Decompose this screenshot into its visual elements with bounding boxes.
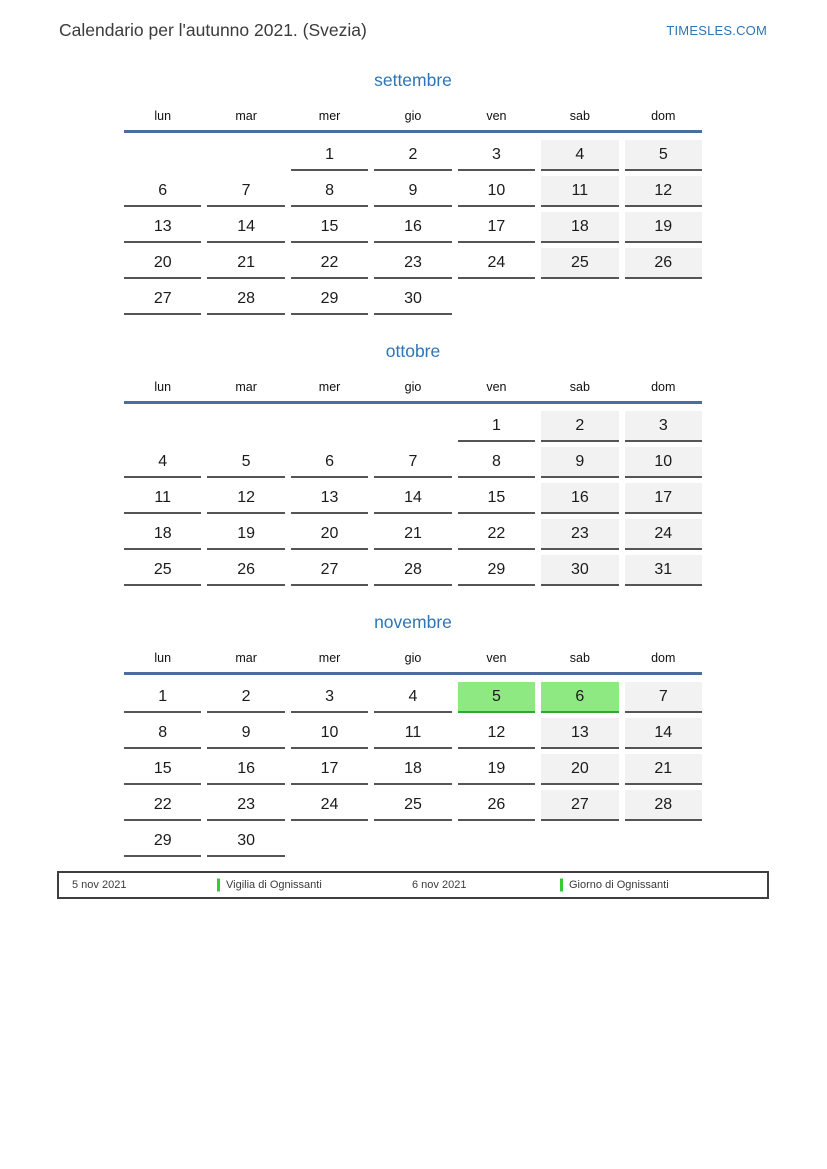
weekday-label-lun: lun [154, 109, 172, 123]
day-cell-holiday: 6 [541, 682, 618, 713]
day-cell: 8 [291, 176, 368, 207]
month-title-novembre: novembre [374, 612, 452, 632]
day-cell: 15 [458, 483, 535, 514]
month-title-ottobre: ottobre [385, 341, 441, 361]
week-row [124, 176, 702, 207]
weekday-label-ven: ven [486, 380, 507, 394]
day-cell: 27 [541, 790, 618, 821]
day-cell: 17 [458, 212, 535, 243]
weekday-label-dom: dom [651, 380, 676, 394]
weekday-label-sab: sab [569, 380, 590, 394]
day-cell: 28 [207, 284, 284, 315]
week-row [124, 826, 702, 857]
day-cell: 7 [207, 176, 284, 207]
month-settembre [124, 69, 702, 315]
day-cell: 22 [124, 790, 201, 821]
day-cell: 8 [124, 718, 201, 749]
brand-link[interactable]: TIMESLES.COM [666, 23, 767, 38]
day-cell: 18 [541, 212, 618, 243]
day-cell: 10 [291, 718, 368, 749]
day-cell: 29 [458, 555, 535, 586]
weekday-label-sab: sab [569, 109, 590, 123]
day-cell: 11 [541, 176, 618, 207]
week-row [124, 682, 702, 713]
week-row [124, 754, 702, 785]
week-row [124, 140, 702, 171]
weekday-label-mer: mer [318, 651, 341, 665]
day-cell: 12 [625, 176, 702, 207]
day-cell: 30 [541, 555, 618, 586]
weekday-label-dom: dom [651, 651, 676, 665]
week-row [124, 212, 702, 243]
week-row [124, 790, 702, 821]
week-row [124, 411, 702, 442]
weekday-label-sab: sab [569, 651, 590, 665]
week-row [124, 447, 702, 478]
day-cell: 21 [625, 754, 702, 785]
day-cell: 13 [291, 483, 368, 514]
empty-cell [541, 284, 618, 315]
day-cell: 19 [625, 212, 702, 243]
week-row [124, 248, 702, 279]
day-cell: 20 [291, 519, 368, 550]
weekday-label-ven: ven [486, 651, 507, 665]
day-cell: 19 [207, 519, 284, 550]
empty-cell [458, 826, 535, 857]
day-cell: 15 [124, 754, 201, 785]
day-cell: 27 [291, 555, 368, 586]
day-cell: 9 [374, 176, 451, 207]
weekday-label-mar: mar [235, 109, 257, 123]
day-cell: 25 [124, 555, 201, 586]
day-cell: 11 [124, 483, 201, 514]
day-cell: 10 [458, 176, 535, 207]
day-cell: 4 [374, 682, 451, 713]
legend-date-2: 6 nov 2021 [412, 879, 467, 891]
day-cell: 6 [124, 176, 201, 207]
empty-cell [124, 411, 201, 442]
day-cell: 28 [625, 790, 702, 821]
day-cell: 23 [541, 519, 618, 550]
legend-label-1: Vigilia di Ognissanti [226, 879, 322, 891]
day-cell: 1 [458, 411, 535, 442]
empty-cell [291, 411, 368, 442]
weekday-label-mar: mar [235, 651, 257, 665]
day-cell: 7 [374, 447, 451, 478]
day-cell: 3 [625, 411, 702, 442]
day-cell: 4 [124, 447, 201, 478]
day-cell: 8 [458, 447, 535, 478]
weekday-header-row [124, 378, 702, 396]
day-cell: 5 [625, 140, 702, 171]
day-cell: 12 [458, 718, 535, 749]
day-cell: 10 [625, 447, 702, 478]
empty-cell [291, 826, 368, 857]
legend-holiday-swatch-2 [560, 879, 563, 892]
empty-cell [207, 140, 284, 171]
day-cell: 21 [207, 248, 284, 279]
day-cell: 11 [374, 718, 451, 749]
weekday-label-mer: mer [318, 109, 341, 123]
weekday-label-ven: ven [486, 109, 507, 123]
empty-cell [374, 411, 451, 442]
day-cell: 25 [541, 248, 618, 279]
empty-cell [124, 140, 201, 171]
month-divider [124, 672, 702, 675]
weeks-grid [124, 682, 702, 857]
empty-cell [374, 826, 451, 857]
day-cell: 15 [291, 212, 368, 243]
month-divider [124, 401, 702, 404]
day-cell: 30 [207, 826, 284, 857]
weekday-label-dom: dom [651, 109, 676, 123]
day-cell: 1 [124, 682, 201, 713]
day-cell: 2 [541, 411, 618, 442]
weeks-grid [124, 140, 702, 315]
day-cell: 31 [625, 555, 702, 586]
day-cell: 9 [207, 718, 284, 749]
day-cell: 14 [625, 718, 702, 749]
day-cell: 23 [207, 790, 284, 821]
week-row [124, 718, 702, 749]
months-container [124, 69, 702, 882]
empty-cell [207, 411, 284, 442]
day-cell: 5 [207, 447, 284, 478]
day-cell: 21 [374, 519, 451, 550]
day-cell: 12 [207, 483, 284, 514]
weekday-label-mer: mer [318, 380, 341, 394]
page-title: Calendario per l'autunno 2021. (Svezia) [59, 20, 367, 40]
day-cell: 4 [541, 140, 618, 171]
day-cell: 9 [541, 447, 618, 478]
legend-label-2: Giorno di Ognissanti [569, 879, 669, 891]
day-cell: 29 [124, 826, 201, 857]
week-row [124, 555, 702, 586]
week-row [124, 483, 702, 514]
day-cell: 28 [374, 555, 451, 586]
day-cell: 22 [291, 248, 368, 279]
week-row [124, 519, 702, 550]
day-cell: 16 [541, 483, 618, 514]
weekday-header-row [124, 107, 702, 125]
empty-cell [541, 826, 618, 857]
day-cell: 7 [625, 682, 702, 713]
empty-cell [458, 284, 535, 315]
weekday-label-lun: lun [154, 380, 172, 394]
weekday-header-row [124, 649, 702, 667]
day-cell: 16 [374, 212, 451, 243]
legend-holiday-swatch-1 [217, 879, 220, 892]
day-cell: 24 [291, 790, 368, 821]
empty-cell [625, 284, 702, 315]
empty-cell [625, 826, 702, 857]
legend-date-1: 5 nov 2021 [72, 879, 127, 891]
legend-box [57, 871, 769, 899]
weekday-label-gio: gio [404, 109, 422, 123]
day-cell: 18 [374, 754, 451, 785]
day-cell: 20 [124, 248, 201, 279]
day-cell: 30 [374, 284, 451, 315]
day-cell: 27 [124, 284, 201, 315]
week-row [124, 284, 702, 315]
day-cell: 2 [207, 682, 284, 713]
day-cell: 14 [374, 483, 451, 514]
weekday-label-gio: gio [404, 380, 422, 394]
day-cell: 24 [625, 519, 702, 550]
day-cell: 6 [291, 447, 368, 478]
day-cell: 26 [207, 555, 284, 586]
day-cell: 13 [124, 212, 201, 243]
month-title-settembre: settembre [374, 70, 452, 90]
day-cell: 14 [207, 212, 284, 243]
day-cell: 2 [374, 140, 451, 171]
day-cell: 24 [458, 248, 535, 279]
day-cell: 22 [458, 519, 535, 550]
day-cell: 20 [541, 754, 618, 785]
weeks-grid [124, 411, 702, 586]
day-cell: 25 [374, 790, 451, 821]
day-cell: 19 [458, 754, 535, 785]
month-ottobre [124, 340, 702, 586]
day-cell: 26 [625, 248, 702, 279]
day-cell-holiday: 5 [458, 682, 535, 713]
day-cell: 13 [541, 718, 618, 749]
day-cell: 17 [625, 483, 702, 514]
day-cell: 16 [207, 754, 284, 785]
day-cell: 3 [458, 140, 535, 171]
day-cell: 1 [291, 140, 368, 171]
day-cell: 23 [374, 248, 451, 279]
day-cell: 18 [124, 519, 201, 550]
month-divider [124, 130, 702, 133]
day-cell: 17 [291, 754, 368, 785]
day-cell: 26 [458, 790, 535, 821]
weekday-label-lun: lun [154, 651, 172, 665]
day-cell: 3 [291, 682, 368, 713]
weekday-label-gio: gio [404, 651, 422, 665]
month-novembre [124, 611, 702, 857]
weekday-label-mar: mar [235, 380, 257, 394]
day-cell: 29 [291, 284, 368, 315]
